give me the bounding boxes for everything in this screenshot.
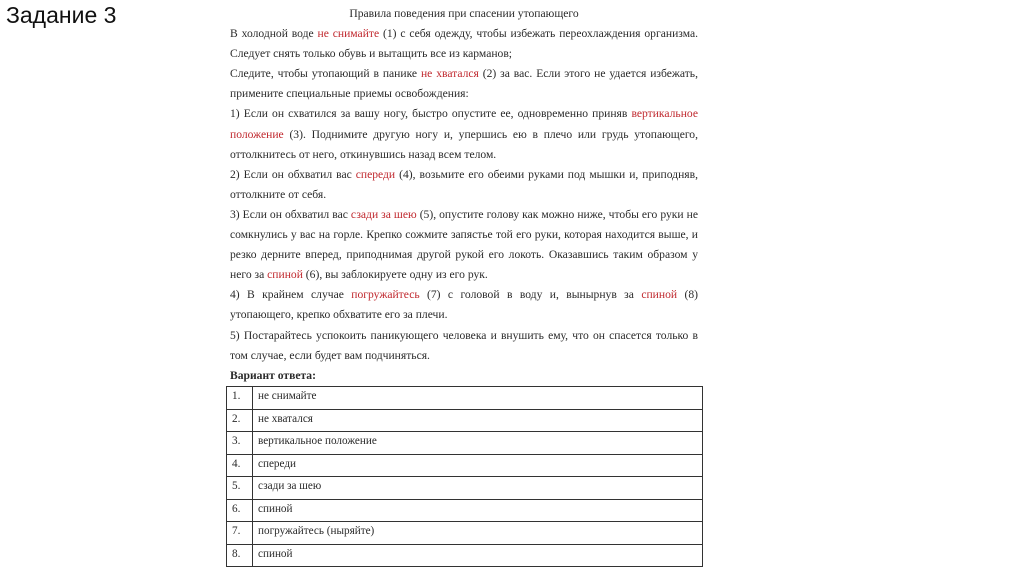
table-row bbox=[227, 387, 703, 410]
paragraph-text: (6), вы заблокируете одну из его рук. bbox=[302, 268, 488, 282]
paragraph-text: Следите, чтобы утопающий в панике bbox=[230, 67, 421, 81]
paragraph-text: (1) с себя одежду, чтобы избежать переохлаждения организма. Следует снять только обувь и вытащить все из карманов; bbox=[230, 27, 698, 61]
highlighted-answer-text: спиной bbox=[641, 288, 678, 302]
paragraph-text: 3) Если он обхватил вас bbox=[230, 207, 351, 221]
document bbox=[230, 4, 698, 386]
answer-text: сзади за шею bbox=[253, 477, 703, 500]
paragraph-text: (3). Поднимите другую ногу и, упершись ею в плечо или грудь утопающего, оттолкнитесь от него, откинувшись назад всем телом. bbox=[230, 127, 698, 161]
answer-text: вертикальное положение bbox=[253, 432, 703, 455]
table-row bbox=[227, 499, 703, 522]
answer-number: 5. bbox=[227, 477, 253, 500]
document-title: Правила поведения при спасении утопающего bbox=[349, 7, 579, 20]
table-row bbox=[227, 477, 703, 500]
answer-text: спиной bbox=[253, 499, 703, 522]
paragraph bbox=[230, 165, 698, 205]
paragraph-text: (2) за вас. Если этого не удается избежать, примените специальные приемы освобождения: bbox=[230, 67, 698, 101]
highlighted-answer-text: не хватался bbox=[420, 67, 479, 81]
paragraph bbox=[230, 285, 698, 325]
table-row bbox=[227, 409, 703, 432]
answer-text: спиной bbox=[253, 544, 703, 567]
slide-title: Задание 3 bbox=[6, 2, 117, 28]
highlighted-answer-text: не снимайте bbox=[317, 27, 380, 41]
paragraph-text: В холодной воде bbox=[230, 27, 318, 41]
answer-number: 6. bbox=[227, 499, 253, 522]
highlighted-answer-text: вертикальное положение bbox=[230, 107, 698, 141]
answer-number: 3. bbox=[227, 432, 253, 455]
table-row bbox=[227, 544, 703, 567]
highlighted-answer-text: погружайтесь bbox=[351, 288, 420, 302]
paragraph-text: 2) Если он обхватил вас bbox=[230, 167, 356, 181]
highlighted-answer-text: сзади за шею bbox=[350, 207, 417, 221]
paragraph bbox=[230, 64, 698, 104]
paragraph-text: 5) Постарайтесь успокоить паникующего человека и внушить ему, что он спасется только в том случае, если будет вам подчиняться. bbox=[230, 328, 698, 362]
answer-number: 7. bbox=[227, 522, 253, 545]
paragraph bbox=[230, 24, 698, 64]
answer-heading: Вариант ответа: bbox=[230, 368, 316, 382]
paragraph bbox=[230, 104, 698, 164]
table-row bbox=[227, 522, 703, 545]
answer-text: погружайтесь (ныряйте) bbox=[253, 522, 703, 545]
table-row bbox=[227, 454, 703, 477]
answer-text: спереди bbox=[253, 454, 703, 477]
paragraph-text: 4) В крайнем случае bbox=[230, 288, 352, 302]
paragraph bbox=[230, 205, 698, 285]
answer-table bbox=[226, 386, 703, 567]
answer-text: не хватался bbox=[253, 409, 703, 432]
answer-number: 1. bbox=[227, 387, 253, 410]
highlighted-answer-text: спиной bbox=[267, 268, 303, 282]
paragraph-text: (7) с головой в воду и, вынырнув за bbox=[419, 288, 642, 302]
answer-number: 2. bbox=[227, 409, 253, 432]
paragraph-text: 1) Если он схватился за вашу ногу, быстро опустите ее, одновременно приняв bbox=[230, 107, 632, 121]
paragraph-text: (5), опустите голову как можно ниже, чтобы его руки не сомкнулись у вас на горле. Крепко сожмите запястье той его руки, которая находится выше, и резко дерните вперед, приподнимая другой рукой его локоть. Оказавшись таким образом у него за bbox=[230, 207, 698, 282]
answer-text: не снимайте bbox=[253, 387, 703, 410]
highlighted-answer-text: спереди bbox=[355, 167, 396, 181]
paragraph-text: (4), возьмите его обеими руками под мышки и, приподняв, оттолкните от себя. bbox=[230, 167, 698, 201]
paragraph-text: (8) утопающего, крепко обхватите его за плечи. bbox=[230, 288, 698, 322]
paragraph bbox=[230, 326, 698, 366]
document-body bbox=[230, 24, 698, 366]
answer-number: 8. bbox=[227, 544, 253, 567]
answer-number: 4. bbox=[227, 454, 253, 477]
table-row bbox=[227, 432, 703, 455]
